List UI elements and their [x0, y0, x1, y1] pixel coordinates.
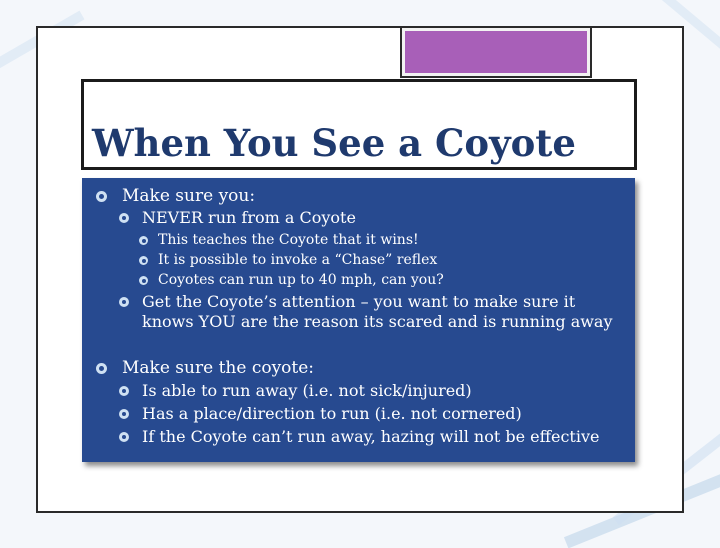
circle-bullet-icon — [119, 386, 129, 396]
bullet-text-line: Get the Coyote’s attention – you want to make sure it — [142, 292, 576, 311]
content-panel — [82, 178, 635, 462]
bullet-hazing-not-effective — [119, 427, 599, 446]
bullet-text-line: knows YOU are the reason its scared and is running away — [142, 312, 613, 331]
bullet-able-to-run — [119, 381, 472, 400]
accent-tab — [400, 28, 592, 78]
bullet-text: It is possible to invoke a “Chase” reflex — [158, 252, 438, 268]
bullet-40-mph — [139, 272, 444, 288]
bullet-text: Make sure you: — [122, 186, 256, 206]
bullet-text: If the Coyote can’t run away, hazing will not be effective — [142, 427, 600, 446]
bullet-text — [142, 292, 613, 332]
circle-bullet-icon — [119, 297, 129, 307]
bullet-never-run — [119, 208, 356, 227]
bullet-text: Coyotes can run up to 40 mph, can you? — [158, 272, 444, 288]
circle-bullet-icon — [139, 236, 148, 245]
circle-bullet-icon — [96, 363, 107, 374]
circle-bullet-icon — [96, 191, 107, 202]
bullet-get-attention — [119, 292, 613, 332]
circle-bullet-icon — [119, 409, 129, 419]
bullet-teaches-wins — [139, 232, 419, 248]
bullet-chase-reflex — [139, 252, 437, 268]
circle-bullet-icon — [119, 213, 129, 223]
circle-bullet-icon — [139, 256, 148, 265]
circle-bullet-icon — [119, 432, 129, 442]
bullet-text: NEVER run from a Coyote — [142, 208, 356, 227]
bullet-text: Make sure the coyote: — [122, 358, 315, 378]
bullet-text: Is able to run away (i.e. not sick/injured) — [142, 381, 472, 400]
bullet-make-sure-you — [96, 186, 255, 206]
bullet-make-sure-coyote — [96, 358, 314, 378]
slide-title: When You See a Coyote — [92, 121, 576, 165]
bullet-text: This teaches the Coyote that it wins! — [158, 232, 419, 248]
title-box — [81, 79, 637, 170]
circle-bullet-icon — [139, 276, 148, 285]
bullet-text: Has a place/direction to run (i.e. not cornered) — [142, 404, 522, 423]
bullet-place-to-run — [119, 404, 522, 423]
